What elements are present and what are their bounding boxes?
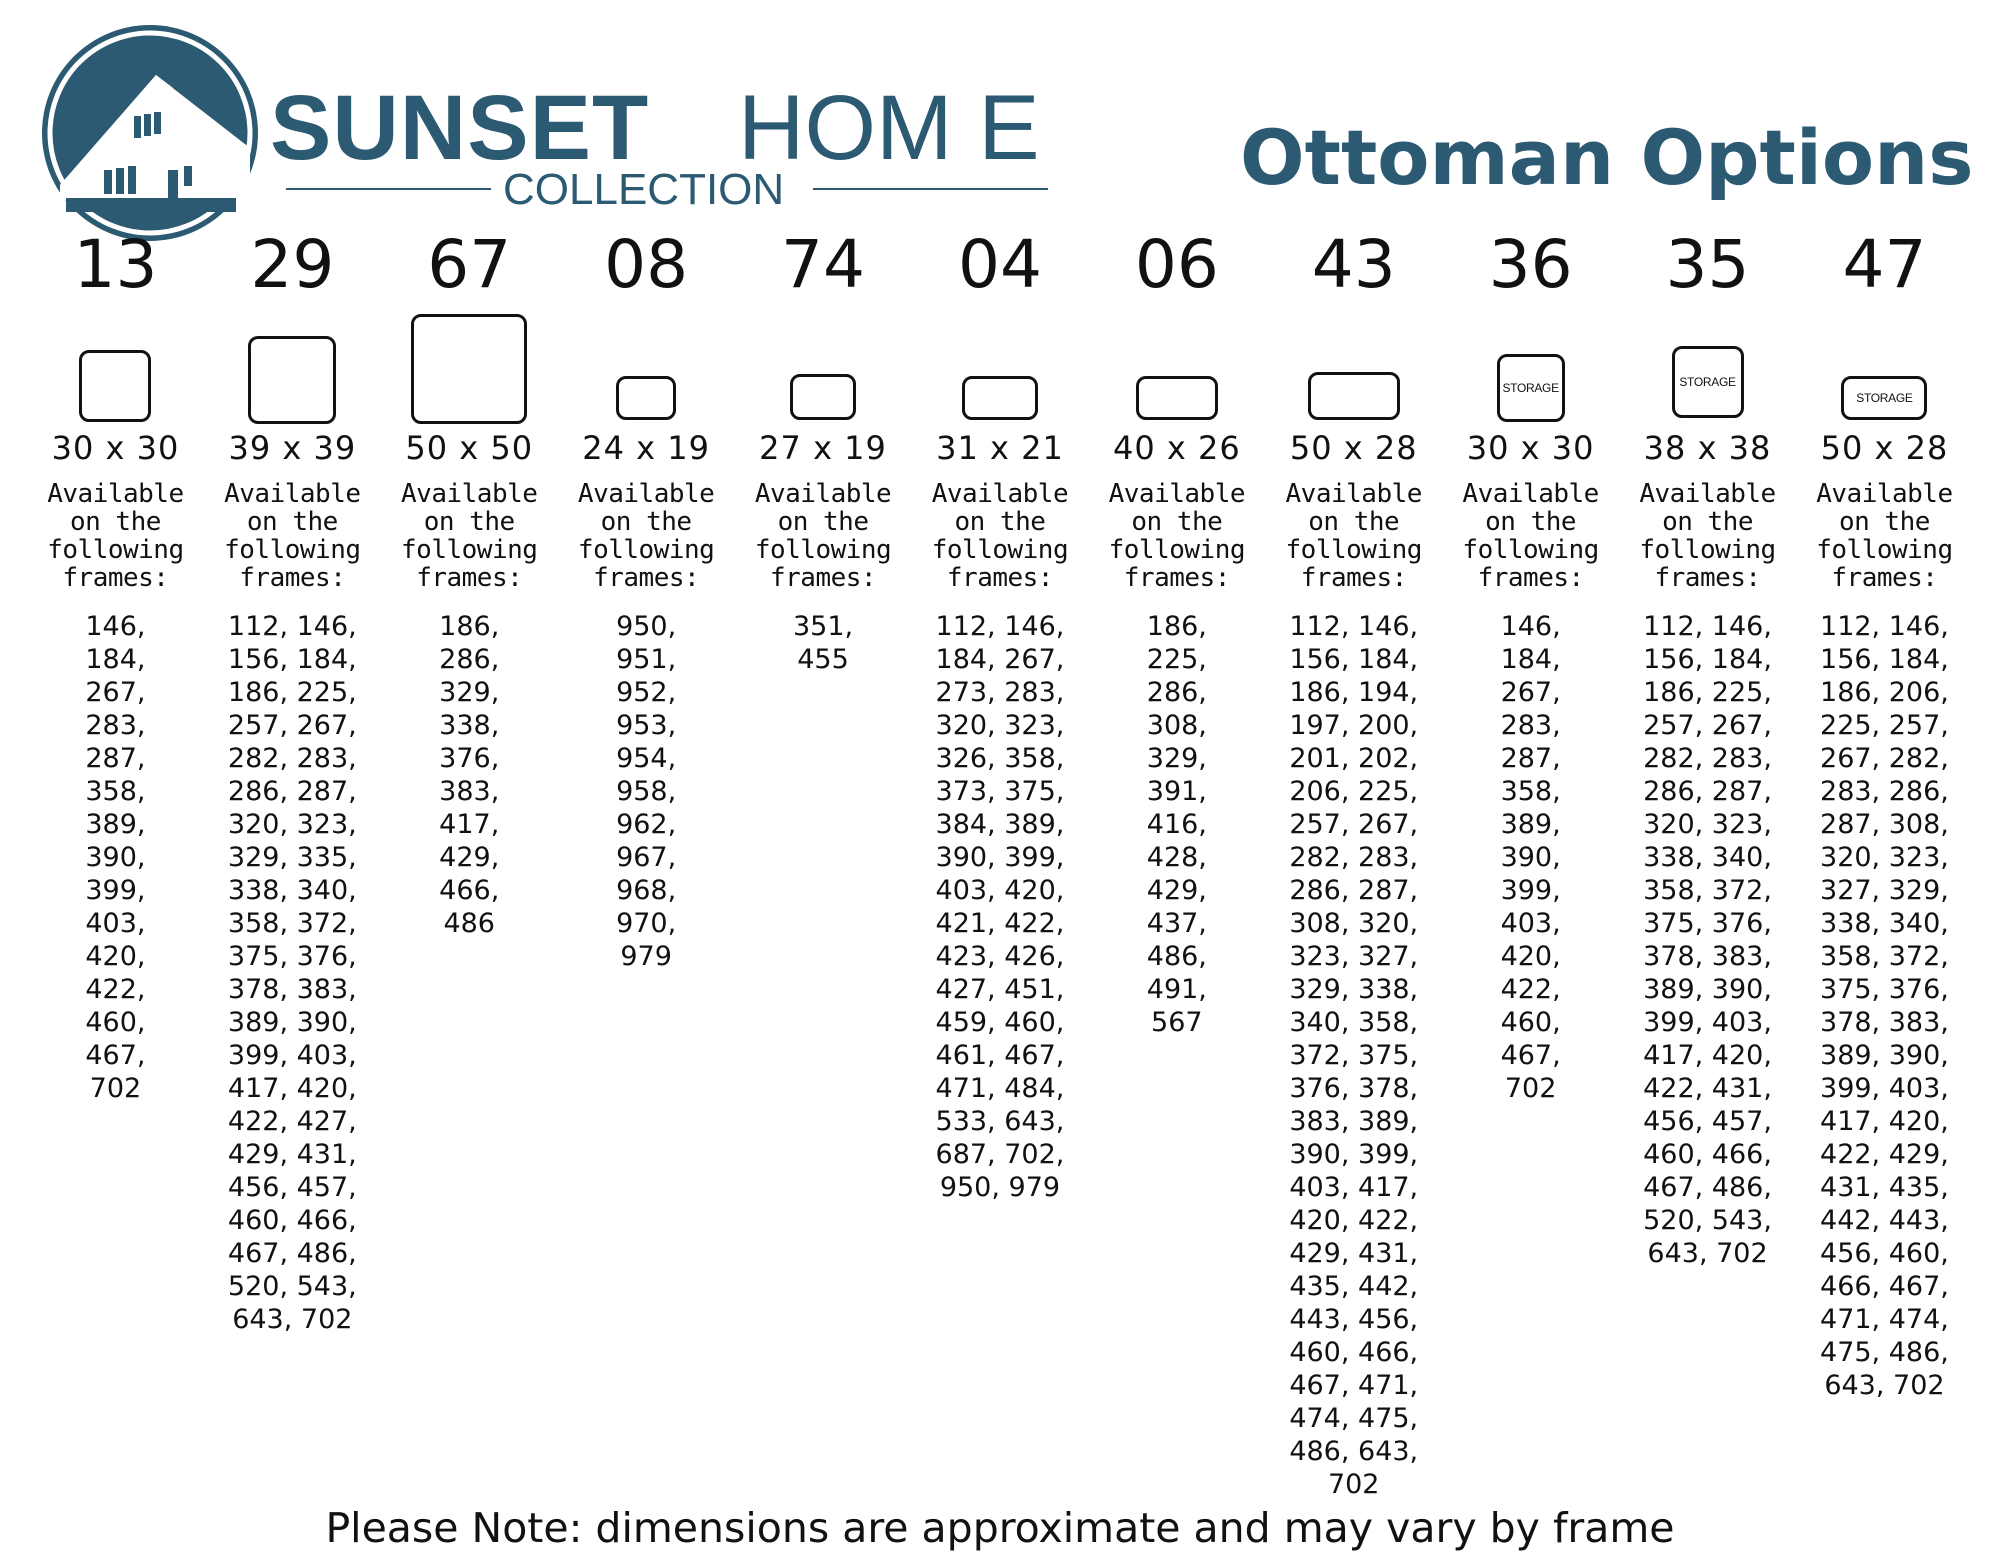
frame-number-line: 427, 451, (935, 974, 1065, 1005)
frame-number-line: 358, 372, (1820, 941, 1949, 972)
frame-number-line: 358, (85, 776, 146, 807)
ottoman-shape-area (381, 312, 558, 432)
ottoman-shape (79, 350, 151, 422)
ottoman-shape (790, 374, 856, 420)
frame-number-line: 422, 429, (1820, 1139, 1949, 1170)
ottoman-code: 43 (1311, 226, 1396, 303)
frame-number-line: 156, 184, (227, 644, 357, 675)
frame-number-line: 643, 702 (1824, 1370, 1945, 1401)
frame-number-line: 389, (1500, 809, 1561, 840)
frame-list (1456, 610, 1606, 1105)
frame-number-line: 308, 320, (1289, 908, 1419, 939)
frame-number-line: 112, 146, (1643, 611, 1772, 642)
frame-number-line: 467, (1500, 1040, 1561, 1071)
frame-number-line: 286, (1146, 677, 1207, 708)
frame-number-line: 967, (616, 842, 677, 873)
frame-number-line: 403, (1500, 908, 1561, 939)
frame-number-line: 112, 146, (935, 611, 1065, 642)
availability-label: Available on the following frames: (1639, 479, 1776, 593)
frame-number-line: 422, (85, 974, 146, 1005)
frame-number-line: 389, (85, 809, 146, 840)
frame-number-line: 378, 383, (1643, 941, 1772, 972)
frame-number-line: 186, 206, (1820, 677, 1949, 708)
availability-label: Available on the following frames: (1108, 479, 1246, 593)
frame-number-line: 420, (1500, 941, 1561, 972)
ottoman-code: 36 (1488, 226, 1573, 303)
frame-number-line: 467, 471, (1289, 1370, 1419, 1401)
frame-number-line: 383, 389, (1289, 1106, 1419, 1137)
frame-number-line: 283, (1500, 710, 1561, 741)
frame-number-line: 156, 184, (1643, 644, 1772, 675)
frame-number-line: 282, 283, (227, 743, 357, 774)
ottoman-column-36 (1442, 226, 1619, 1105)
footer-note: Please Note: dimensions are approximate and may vary by frame (325, 1504, 1675, 1552)
frame-number-line: 390, 399, (935, 842, 1065, 873)
ottoman-column-13 (27, 226, 204, 1105)
frame-number-line: 376, (439, 743, 500, 774)
storage-label: STORAGE (1679, 375, 1736, 389)
storage-label: STORAGE (1502, 381, 1559, 395)
frame-number-line: 456, 457, (1643, 1106, 1772, 1137)
availability-label: Available on the following frames: (1285, 479, 1422, 593)
frame-number-line: 422, 427, (227, 1106, 357, 1137)
frame-number-line: 383, (439, 776, 500, 807)
frame-number-line: 416, (1146, 809, 1207, 840)
frame-number-line: 146, (85, 611, 146, 642)
frame-number-line: 267, (85, 677, 146, 708)
frame-number-line: 197, 200, (1289, 710, 1419, 741)
ottoman-column-47 (1796, 226, 1973, 1402)
frame-number-line: 112, 146, (1289, 611, 1419, 642)
ottoman-shape-area (1619, 312, 1796, 432)
frame-number-line: 320, 323, (935, 710, 1065, 741)
availability-label: Available on the following frames: (1816, 479, 1953, 593)
frame-number-line: 486 (443, 908, 495, 939)
frame-list (217, 610, 367, 1336)
frame-number-line: 372, 375, (1289, 1040, 1419, 1071)
frame-number-line: 460, 466, (227, 1205, 357, 1236)
frame-number-line: 437, (1146, 908, 1207, 939)
frame-number-line: 968, (616, 875, 677, 906)
frame-number-line: 329, (439, 677, 500, 708)
frame-number-line: 287, 308, (1820, 809, 1949, 840)
frame-number-line: 459, 460, (935, 1007, 1065, 1038)
frame-number-line: 391, (1146, 776, 1207, 807)
frame-number-line: 953, (616, 710, 677, 741)
frame-number-line: 431, 435, (1820, 1172, 1949, 1203)
frame-number-line: 403, 420, (935, 875, 1065, 906)
frame-number-line: 460, (1500, 1007, 1561, 1038)
frame-number-line: 225, 257, (1820, 710, 1949, 741)
frame-number-line: 520, 543, (1643, 1205, 1772, 1236)
frame-number-line: 958, (616, 776, 677, 807)
frame-number-line: 186, (1146, 611, 1207, 642)
frame-number-line: 112, 146, (227, 611, 357, 642)
frame-number-line: 283, (85, 710, 146, 741)
ottoman-shape (1136, 376, 1218, 420)
frame-number-line: 287, (85, 743, 146, 774)
ottoman-code: 74 (781, 226, 866, 303)
frame-list (40, 610, 190, 1105)
frame-number-line: 201, 202, (1289, 743, 1419, 774)
frame-number-line: 184, (85, 644, 146, 675)
frame-number-line: 951, (616, 644, 677, 675)
frame-number-line: 417, 420, (1820, 1106, 1949, 1137)
frame-number-line: 375, 376, (1820, 974, 1949, 1005)
ottoman-column-06 (1088, 226, 1265, 1039)
ottoman-shape (616, 376, 676, 420)
ottoman-shape-area (27, 312, 204, 432)
frame-number-line: 146, (1500, 611, 1561, 642)
frame-number-line: 358, 372, (227, 908, 357, 939)
frame-number-line: 491, (1146, 974, 1207, 1005)
frame-number-line: 257, 267, (1643, 710, 1772, 741)
availability-label: Available on the following frames: (1462, 479, 1599, 593)
frame-number-line: 643, 702 (1647, 1238, 1768, 1269)
frame-number-line: 206, 225, (1289, 776, 1419, 807)
ottoman-dimensions: 24 x 19 (582, 429, 710, 467)
frame-number-line: 456, 460, (1820, 1238, 1949, 1269)
frame-number-line: 156, 184, (1289, 644, 1419, 675)
frame-number-line: 420, (85, 941, 146, 972)
frame-number-line: 471, 474, (1820, 1304, 1949, 1335)
ottoman-shape-area (735, 312, 912, 432)
ottoman-column-43 (1265, 226, 1442, 1501)
frame-list (1633, 610, 1783, 1270)
frame-number-line: 702 (1504, 1073, 1557, 1104)
frame-number-line: 373, 375, (935, 776, 1065, 807)
frame-number-line: 399, 403, (1820, 1073, 1949, 1104)
frame-number-line: 460, 466, (1289, 1337, 1419, 1368)
frame-number-line: 435, 442, (1289, 1271, 1419, 1302)
frame-number-line: 979 (620, 941, 672, 972)
frame-number-line: 486, (1146, 941, 1207, 972)
ottoman-shape (962, 376, 1038, 420)
frame-number-line: 950, 979 (939, 1172, 1061, 1203)
ottoman-column-35 (1619, 226, 1796, 1270)
frame-number-line: 282, 283, (1643, 743, 1772, 774)
frame-number-line: 327, 329, (1820, 875, 1949, 906)
ottoman-code: 06 (1134, 226, 1219, 303)
frame-number-line: 384, 389, (935, 809, 1065, 840)
frame-number-line: 186, 225, (1643, 677, 1772, 708)
frame-number-line: 320, 323, (1643, 809, 1772, 840)
frame-number-line: 184, (1500, 644, 1561, 675)
brand-name-light: HOM E (738, 77, 1040, 179)
frame-number-line: 378, 383, (227, 974, 357, 1005)
ottoman-dimensions: 31 x 21 (936, 429, 1064, 467)
ottoman-columns (27, 226, 1973, 1512)
frame-number-line: 378, 383, (1820, 1007, 1949, 1038)
frame-number-line: 283, 286, (1820, 776, 1949, 807)
frame-list (394, 610, 544, 940)
frame-number-line: 375, 376, (227, 941, 357, 972)
frame-number-line: 954, (616, 743, 677, 774)
availability-label: Available on the following frames: (931, 479, 1069, 593)
frame-number-line: 456, 457, (227, 1172, 357, 1203)
ottoman-code: 35 (1665, 226, 1750, 303)
ottoman-code: 04 (957, 226, 1042, 303)
frame-number-line: 467, 486, (227, 1238, 357, 1269)
ottoman-shape (248, 336, 336, 424)
frame-number-line: 422, 431, (1643, 1073, 1772, 1104)
frame-number-line: 389, 390, (1643, 974, 1772, 1005)
frame-number-line: 389, 390, (1820, 1040, 1949, 1071)
ottoman-code: 29 (250, 226, 335, 303)
frame-number-line: 474, 475, (1289, 1403, 1419, 1434)
frame-number-line: 399, 403, (227, 1040, 357, 1071)
frame-number-line: 286, 287, (1289, 875, 1419, 906)
frame-number-line: 467, 486, (1643, 1172, 1772, 1203)
frame-number-line: 340, 358, (1289, 1007, 1419, 1038)
frame-number-line: 950, (616, 611, 677, 642)
frame-number-line: 422, (1500, 974, 1561, 1005)
frame-number-line: 390, (85, 842, 146, 873)
frame-number-line: 358, 372, (1643, 875, 1772, 906)
frame-number-line: 475, 486, (1820, 1337, 1949, 1368)
frame-number-line: 466, (439, 875, 500, 906)
frame-number-line: 442, 443, (1820, 1205, 1949, 1236)
frame-list (571, 610, 721, 973)
frame-number-line: 156, 184, (1820, 644, 1949, 675)
frame-number-line: 467, (85, 1040, 146, 1071)
ottoman-dimensions: 39 x 39 (228, 429, 357, 467)
frame-number-line: 389, 390, (227, 1007, 357, 1038)
frame-number-line: 287, (1500, 743, 1561, 774)
frame-number-line: 952, (616, 677, 677, 708)
frame-number-line: 112, 146, (1820, 611, 1949, 642)
frame-number-line: 282, 283, (1289, 842, 1419, 873)
frame-number-line: 429, 431, (227, 1139, 357, 1170)
ottoman-shape (1308, 372, 1400, 420)
ottoman-dimensions: 50 x 28 (1820, 429, 1949, 467)
frame-number-line: 186, (439, 611, 500, 642)
house-logo-icon (38, 20, 268, 250)
frame-number-line: 403, (85, 908, 146, 939)
frame-list (925, 610, 1075, 1204)
frame-number-line: 338, (439, 710, 500, 741)
frame-number-line: 329, 338, (1289, 974, 1419, 1005)
storage-ottoman-shape (1841, 376, 1927, 420)
ottoman-shape-area (1088, 312, 1265, 432)
frame-number-line: 461, 467, (935, 1040, 1065, 1071)
frame-number-line: 399, 403, (1643, 1007, 1772, 1038)
ottoman-column-29 (204, 226, 381, 1336)
brand-divider-right (813, 188, 1048, 190)
frame-number-line: 533, 643, (935, 1106, 1065, 1137)
frame-list (1279, 610, 1429, 1501)
availability-label: Available on the following frames: (577, 479, 715, 593)
ottoman-shape-area (1442, 312, 1619, 432)
storage-ottoman-shape (1672, 346, 1744, 418)
frame-number-line: 390, (1500, 842, 1561, 873)
ottoman-dimensions: 30 x 30 (51, 429, 180, 467)
availability-label: Available on the following frames: (754, 479, 892, 593)
ottoman-dimensions: 50 x 28 (1289, 429, 1418, 467)
frame-number-line: 329, (1146, 743, 1207, 774)
frame-number-line: 308, (1146, 710, 1207, 741)
frame-number-line: 417, (439, 809, 500, 840)
frame-number-line: 390, 399, (1289, 1139, 1419, 1170)
ottoman-column-67 (381, 226, 558, 940)
frame-number-line: 273, 283, (935, 677, 1065, 708)
frame-number-line: 420, 422, (1289, 1205, 1419, 1236)
frame-number-line: 429, (439, 842, 500, 873)
frame-number-line: 423, 426, (935, 941, 1065, 972)
ottoman-shape-area (558, 312, 735, 432)
ottoman-code: 08 (604, 226, 689, 303)
ottoman-dimensions: 27 x 19 (759, 429, 887, 467)
frame-number-line: 429, 431, (1289, 1238, 1419, 1269)
frame-number-line: 329, 335, (227, 842, 357, 873)
ottoman-dimensions: 50 x 50 (405, 429, 534, 467)
frame-number-line: 338, 340, (1643, 842, 1772, 873)
frame-number-line: 399, (85, 875, 146, 906)
brand-name-bold: SUNSET (270, 77, 650, 179)
frame-number-line: 323, 327, (1289, 941, 1419, 972)
brand-subtitle: COLLECTION (503, 165, 785, 214)
frame-number-line: 351, (792, 611, 854, 642)
frame-number-line: 267, (1500, 677, 1561, 708)
availability-label: Available on the following frames: (224, 479, 361, 593)
frame-number-line: 962, (616, 809, 677, 840)
storage-label: STORAGE (1856, 391, 1913, 405)
frame-number-line: 567 (1151, 1007, 1203, 1038)
frame-number-line: 338, 340, (1820, 908, 1949, 939)
frame-number-line: 455 (797, 644, 849, 675)
ottoman-shape-area (204, 312, 381, 432)
frame-number-line: 320, 323, (1820, 842, 1949, 873)
brand-logo (38, 20, 1058, 250)
frame-list (1102, 610, 1252, 1039)
frame-number-line: 486, 643, (1289, 1436, 1419, 1467)
frame-number-line: 225, (1146, 644, 1207, 675)
frame-number-line: 286, 287, (1643, 776, 1772, 807)
ottoman-shape-area (1796, 312, 1973, 432)
frame-number-line: 643, 702 (232, 1304, 353, 1335)
frame-number-line: 376, 378, (1289, 1073, 1419, 1104)
availability-label: Available on the following frames: (401, 479, 538, 593)
frame-number-line: 257, 267, (227, 710, 357, 741)
frame-number-line: 466, 467, (1820, 1271, 1949, 1302)
frame-number-line: 520, 543, (227, 1271, 357, 1302)
frame-number-line: 286, 287, (227, 776, 357, 807)
frame-number-line: 257, 267, (1289, 809, 1419, 840)
ottoman-shape-area (912, 312, 1089, 432)
frame-number-line: 267, 282, (1820, 743, 1949, 774)
frame-number-line: 403, 417, (1289, 1172, 1419, 1203)
frame-number-line: 417, 420, (227, 1073, 357, 1104)
frame-number-line: 460, 466, (1643, 1139, 1772, 1170)
frame-number-line: 320, 323, (227, 809, 357, 840)
ottoman-shape-area (1265, 312, 1442, 432)
ottoman-column-04 (912, 226, 1089, 1204)
frame-number-line: 702 (1327, 1469, 1380, 1500)
ottoman-dimensions: 38 x 38 (1643, 429, 1772, 467)
frame-number-line: 471, 484, (935, 1073, 1065, 1104)
frame-number-line: 399, (1500, 875, 1561, 906)
frame-number-line: 417, 420, (1643, 1040, 1772, 1071)
frame-number-line: 702 (89, 1073, 142, 1104)
ottoman-code: 67 (427, 226, 512, 303)
frame-number-line: 358, (1500, 776, 1561, 807)
frame-list (748, 610, 898, 676)
page-title: Ottoman Options (1240, 113, 1974, 202)
frame-number-line: 186, 225, (227, 677, 357, 708)
storage-ottoman-shape (1497, 354, 1565, 422)
ottoman-code: 13 (73, 226, 158, 303)
frame-number-line: 443, 456, (1289, 1304, 1419, 1335)
frame-number-line: 421, 422, (935, 908, 1065, 939)
ottoman-dimensions: 40 x 26 (1112, 429, 1241, 467)
frame-number-line: 970, (616, 908, 677, 939)
ottoman-code: 47 (1842, 226, 1927, 303)
ottoman-column-08 (558, 226, 735, 973)
frame-number-line: 429, (1146, 875, 1207, 906)
frame-list (1809, 610, 1959, 1402)
frame-number-line: 338, 340, (227, 875, 357, 906)
ottoman-column-74 (735, 226, 912, 676)
ottoman-dimensions: 30 x 30 (1466, 429, 1595, 467)
frame-number-line: 286, (439, 644, 500, 675)
frame-number-line: 375, 376, (1643, 908, 1772, 939)
frame-number-line: 326, 358, (935, 743, 1065, 774)
frame-number-line: 687, 702, (935, 1139, 1065, 1170)
ottoman-shape (411, 314, 527, 424)
frame-number-line: 460, (85, 1007, 146, 1038)
frame-number-line: 428, (1146, 842, 1207, 873)
frame-number-line: 186, 194, (1289, 677, 1419, 708)
availability-label: Available on the following frames: (47, 479, 184, 593)
brand-divider-left (286, 188, 491, 190)
frame-number-line: 184, 267, (935, 644, 1065, 675)
